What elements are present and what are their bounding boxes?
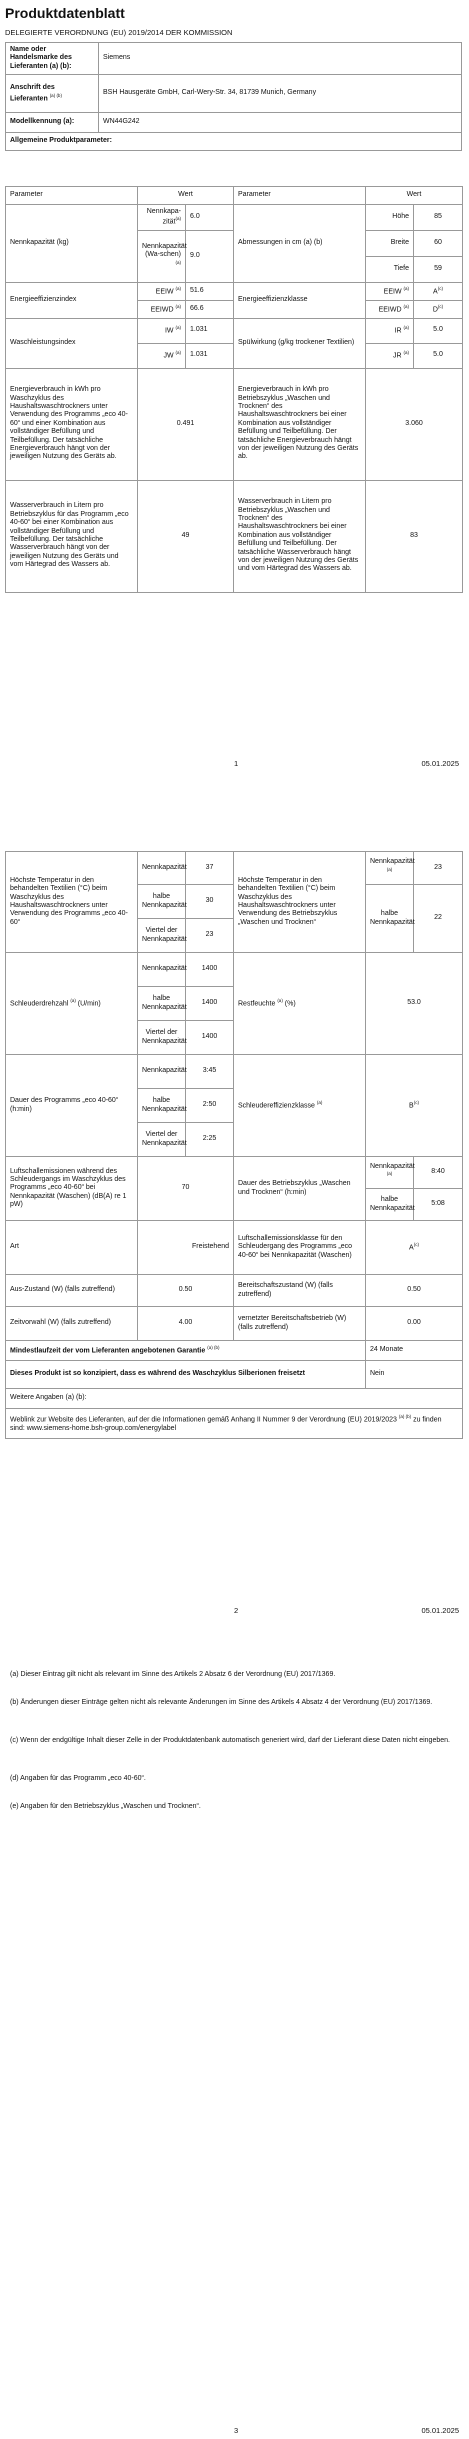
energy-wash-val: 0.491 [138, 368, 234, 480]
cycle-nenn: Nennkapazität [370, 1162, 415, 1170]
temp-cycle-nenn-sup: (a) [386, 866, 393, 872]
eeiwd-sup: (a) [175, 303, 181, 309]
page-date: 05.01.2025 [421, 2426, 459, 2435]
width-label: Breite [366, 231, 414, 257]
col-param-2: Parameter [234, 187, 366, 205]
temp-halb: halbe Nennkapazität [138, 885, 186, 919]
netstandby-val: 0.00 [366, 1307, 463, 1341]
eclass-eeiw-val-cell [414, 283, 463, 301]
cap-wash-sup: (a) [175, 259, 181, 265]
depth-val: 59 [414, 257, 463, 283]
page-date: 05.01.2025 [421, 1606, 459, 1615]
address-label: Anschrift des Lieferanten [10, 84, 55, 102]
off-val: 0.50 [138, 1275, 234, 1307]
eclass-label: Energieeffizienzklasse [234, 283, 366, 318]
warranty-val: 24 Monate [366, 1341, 463, 1361]
off-label: Aus-Zustand (W) (falls zutreffend) [6, 1275, 138, 1307]
spin-label: Schleuderdrehzahl [10, 1000, 69, 1008]
spin-nenn: Nennkapazität [138, 953, 186, 987]
temp-cycle-nenn-cell [366, 852, 414, 885]
wash-idx-label: Waschleistungsindex [6, 318, 138, 368]
temp-nenn: Nennkapazität [138, 852, 186, 885]
eeiw-sup: (a) [175, 286, 181, 292]
address-label-cell [6, 75, 99, 113]
eeiwd-cell [138, 300, 186, 318]
moist-sup: (a) [277, 998, 283, 1004]
silver-val: Nein [366, 1361, 463, 1389]
cycle-dur-val-2: 5:08 [414, 1189, 463, 1221]
jw-cell [138, 343, 186, 368]
energy-cycle-val: 3.060 [366, 368, 463, 480]
moist-label: Restfeuchte [238, 1000, 276, 1008]
warranty-label-cell [6, 1341, 366, 1361]
duration-val-1: 3:45 [186, 1055, 234, 1089]
temp-wash-val-1: 37 [186, 852, 234, 885]
further-label: Weitere Angaben (a) (b): [6, 1389, 463, 1409]
energy-cycle-label: Energieverbrauch in kWh pro Betriebszyklus „Waschen und Trocknen“ des Haushaltswaschtrockners bei einer Kombination aus vollständiger Befüllung und Teilbefüllung. Der tatsächliche Energieverbrauch hängt von der jeweiligen Nutzung des Geräts ab. [234, 368, 366, 480]
general-params-heading: Allgemeine Produktparameter: [6, 133, 462, 151]
height-label: Höhe [366, 205, 414, 231]
footnote-d: (d) Angaben für das Programm „eco 40-60“. [10, 1775, 146, 1782]
eclass-eeiwd-val: D [432, 306, 438, 314]
jr-sup: (a) [403, 350, 409, 356]
address-value: BSH Hausgeräte GmbH, Carl-Wery-Str. 34, 81739 Munich, Germany [99, 75, 462, 113]
type-label: Art [6, 1221, 138, 1275]
dur-viertel: Viertel der Nennkapazität [138, 1123, 186, 1157]
weblink-cell [6, 1409, 463, 1439]
jr: JR [392, 352, 402, 360]
col-value-1: Wert [138, 187, 234, 205]
iw: IW [164, 327, 174, 335]
moist-label-cell [234, 953, 366, 1055]
silver-label: Dieses Produkt ist so konzipiert, dass es während des Waschzyklus Silberionen freisetzt [6, 1361, 366, 1389]
duration-val-3: 2:25 [186, 1123, 234, 1157]
spin-class-label-cell [234, 1055, 366, 1157]
eclass-eeiw-sup: (a) [403, 286, 409, 292]
eclass-eeiwd-val-cell [414, 300, 463, 318]
ir-cell [366, 318, 414, 343]
temp-cycle-label: Höchste Temperatur in den behandelten Textilien (°C) beim Waschzyklus des Haushaltswaschtrockners unter Verwendung des Betriebszyklus „Waschen und Trocknen“ [234, 852, 366, 953]
temp-viertel: Viertel der Nennkapazität [138, 919, 186, 953]
col-value-2: Wert [366, 187, 463, 205]
weblink-tail[interactable]: zu finden sind: www.siemens-home.bsh-group.com/energylabel [10, 1416, 442, 1432]
moist-unit: (%) [284, 1000, 296, 1008]
footnote-b: (b) Änderungen dieser Einträge gelten nicht als relevante Änderungen im Sinne des Artikels 4 Absatz 4 der Verordnung (EU) 2017/1369. [10, 1699, 433, 1706]
ir: IR [394, 327, 402, 335]
jw-sup: (a) [175, 350, 181, 356]
weblink-sup: (a) (b) [398, 1413, 412, 1419]
temp-wash-val-3: 23 [186, 919, 234, 953]
standby-val: 0.50 [366, 1275, 463, 1307]
product-params-table [5, 186, 463, 593]
cap-nenn: Nennkapa-zität [146, 208, 181, 226]
footnote-a: (a) Dieser Eintrag gilt nicht als relevant im Sinne des Artikels 2 Absatz 6 der Verordnung (EU) 2017/1369. [10, 1671, 336, 1678]
eclass-eeiwd-cell [366, 300, 414, 318]
col-param-1: Parameter [6, 187, 138, 205]
temp-cycle-val-1: 23 [414, 852, 463, 885]
page-date: 05.01.2025 [421, 759, 459, 768]
noise-class-label: Luftschallemissionsklasse für den Schleudergang des Programms „eco 40-60“ bei Nennkapazität (Waschen) [234, 1221, 366, 1275]
eclass-eeiw-val-sup: (c) [437, 286, 443, 292]
noise-label: Luftschallemissionen während des Schleudergangs im Waschzyklus des Programms „eco 40-60“ bei Nennkapazität (Waschen) (dB(A) re 1 pW) [6, 1157, 138, 1221]
temp-cycle-halb: halbe Nennkapazität [366, 885, 414, 953]
eclass-eeiw: EEIW [383, 288, 402, 296]
noise-val: 70 [138, 1157, 234, 1221]
weblink-text: Weblink zur Website des Lieferanten, auf der die Informationen gemäß Anhang II Nummer 9 der Verordnung (EU) 2019/2023 [10, 1416, 397, 1424]
product-params-table-2 [5, 851, 463, 1439]
noise-class-val: A [409, 1244, 414, 1252]
standby-label: Bereitschaftszustand (W) (falls zutreffend) [234, 1275, 366, 1307]
cap-wash-cell [138, 231, 186, 283]
temp-wash-label: Höchste Temperatur in den behandelten Textilien (°C) beim Waschzyklus des Haushaltswaschtrockners unter Verwendung des Programms „eco 40-60“ [6, 852, 138, 953]
eclass-eeiw-val: A [433, 288, 438, 296]
type-val: Freistehend [138, 1221, 234, 1275]
warranty-label: Mindestlaufzeit der vom Lieferanten angebotenen Garantie [10, 1347, 206, 1355]
dims-label: Abmessungen in cm (a) (b) [234, 205, 366, 283]
cap-nenn-cell [138, 205, 186, 231]
spin-val-1: 1400 [186, 953, 234, 987]
supplier-label: Name oder Handelsmarke des Lieferanten (a) (b): [6, 43, 99, 75]
page-2 [0, 830, 469, 1630]
eeiwd-val: 66.6 [186, 300, 234, 318]
iw-val: 1.031 [186, 318, 234, 343]
jw: JW [163, 352, 174, 360]
spin-halb: halbe Nennkapazität [138, 987, 186, 1021]
water-cycle-val: 83 [366, 480, 463, 592]
regulation-subtitle: DELEGIERTE VERORDNUNG (EU) 2019/2014 DER KOMMISSION [5, 28, 233, 37]
warranty-sup: (a) (b) [207, 1345, 220, 1351]
jr-cell [366, 343, 414, 368]
noise-class-val-cell [366, 1221, 463, 1275]
width-val: 60 [414, 231, 463, 257]
rinse-label: Spülwirkung (g/kg trockener Textilien) [234, 318, 366, 368]
eeiwd: EEIWD [150, 306, 174, 314]
spin-viertel: Viertel der Nennkapazität [138, 1021, 186, 1055]
eclass-eeiwd: EEIWD [378, 306, 402, 314]
spin-class-label: Schleudereffizienzklasse [238, 1102, 315, 1110]
eclass-eeiwd-val-sup: (c) [437, 303, 444, 309]
cycle-halb: halbe Nennkapazität [366, 1189, 414, 1221]
spin-class-val: B [409, 1102, 414, 1110]
delay-label: Zeitvorwahl (W) (falls zutreffend) [6, 1307, 138, 1341]
cap-nenn-sup: (a) [175, 216, 181, 222]
delay-val: 4.00 [138, 1307, 234, 1341]
supplier-table [5, 42, 462, 151]
eeiw: EEIW [155, 288, 174, 296]
cap-wash-val: 9.0 [186, 231, 234, 283]
model-label: Modellkennung (a): [6, 113, 99, 133]
footnote-c: (c) Wenn der endgültige Inhalt dieser Zelle in der Produktdatenbank automatisch generiert wird, darf der Lieferant diese Daten nicht eingeben. [10, 1737, 450, 1744]
spin-unit: (U/min) [77, 1000, 101, 1008]
eeiw-val: 51.6 [186, 283, 234, 301]
spin-class-val-cell [366, 1055, 463, 1157]
temp-wash-val-2: 30 [186, 885, 234, 919]
iw-cell [138, 318, 186, 343]
page-3 [0, 1660, 469, 2439]
water-cycle-label: Wasserverbrauch in Litern pro Betriebszyklus „Waschen und Trocknen“ des Haushaltswaschtrockners bei einer Kombination aus vollständiger Befüllung und Teilbefüllung. Der tatsächliche Wasserverbrauch hängt von der jeweiligen Nutzung des Geräts und vom Härtegrad des Wassers ab. [234, 480, 366, 592]
document-title: Produktdatenblatt [5, 5, 125, 21]
supplier-value: Siemens [99, 43, 462, 75]
eclass-eeiw-cell [366, 283, 414, 301]
page-number: 2 [234, 1606, 239, 1615]
duration-val-2: 2:50 [186, 1089, 234, 1123]
spin-val-2: 1400 [186, 987, 234, 1021]
jw-val: 1.031 [186, 343, 234, 368]
eeiw-cell [138, 283, 186, 301]
cap-wash: Nennkapazität (Wa-schen) [142, 242, 187, 259]
page-1 [0, 0, 469, 780]
height-val: 85 [414, 205, 463, 231]
cap-nenn-val: 6.0 [186, 205, 234, 231]
spin-sup: (a) [70, 998, 76, 1004]
capacity-label: Nennkapazität (kg) [6, 205, 138, 283]
cycle-dur-label: Dauer des Betriebszyklus „Waschen und Trocknen“ (h:min) [234, 1157, 366, 1221]
spin-label-cell [6, 953, 138, 1055]
page-number: 1 [234, 759, 239, 768]
ir-sup: (a) [403, 325, 409, 331]
netstandby-label: vernetzter Bereitschaftsbetrieb (W) (falls zutreffend) [234, 1307, 366, 1341]
energy-wash-label: Energieverbrauch in kWh pro Waschzyklus des Haushaltswaschtrockners unter Verwendung des Programms „eco 40-60“ und einer Kombination aus vollständiger Befüllung und Teilbefüllung. Der tatsächliche Energieverbrauch hängt von der jeweiligen Nutzung des Geräts ab. [6, 368, 138, 480]
spin-class-val-sup: (c) [413, 1100, 419, 1106]
water-wash-label: Wasserverbrauch in Litern pro Betriebszyklus für das Programm „eco 40-60“ bei einer Kombination aus vollständiger Befüllung und Teilbefüllung. Der tatsächliche Wasserverbrauch hängt von der jeweiligen Nutzung des Geräts und vom Härtegrad des Wassers ab. [6, 480, 138, 592]
iw-sup: (a) [175, 325, 181, 331]
page-number: 3 [234, 2426, 239, 2435]
temp-cycle-nenn: Nennkapazität [370, 858, 415, 866]
spin-class-sup: (a) [316, 1100, 323, 1106]
dur-nenn: Nennkapazität [138, 1055, 186, 1089]
ir-val: 5.0 [414, 318, 463, 343]
duration-label: Dauer des Programms „eco 40-60“ (h:min) [6, 1055, 138, 1157]
temp-cycle-val-2: 22 [414, 885, 463, 953]
cycle-nenn-cell [366, 1157, 414, 1189]
moist-val: 53.0 [366, 953, 463, 1055]
model-value: WN44G242 [99, 113, 462, 133]
jr-val: 5.0 [414, 343, 463, 368]
noise-class-val-sup: (c) [413, 1242, 419, 1248]
dur-halb: halbe Nennkapazität [138, 1089, 186, 1123]
cycle-dur-val-1: 8:40 [414, 1157, 463, 1189]
water-wash-val: 49 [138, 480, 234, 592]
cycle-nenn-sup: (a) [386, 1171, 393, 1177]
address-sup: (a) (b) [49, 92, 62, 98]
footnote-e: (e) Angaben für den Betriebszyklus „Waschen und Trocknen“. [10, 1803, 201, 1810]
spin-val-3: 1400 [186, 1021, 234, 1055]
depth-label: Tiefe [366, 257, 414, 283]
eclass-eeiwd-sup: (a) [403, 303, 409, 309]
eei-label: Energieeffizienzindex [6, 283, 138, 318]
